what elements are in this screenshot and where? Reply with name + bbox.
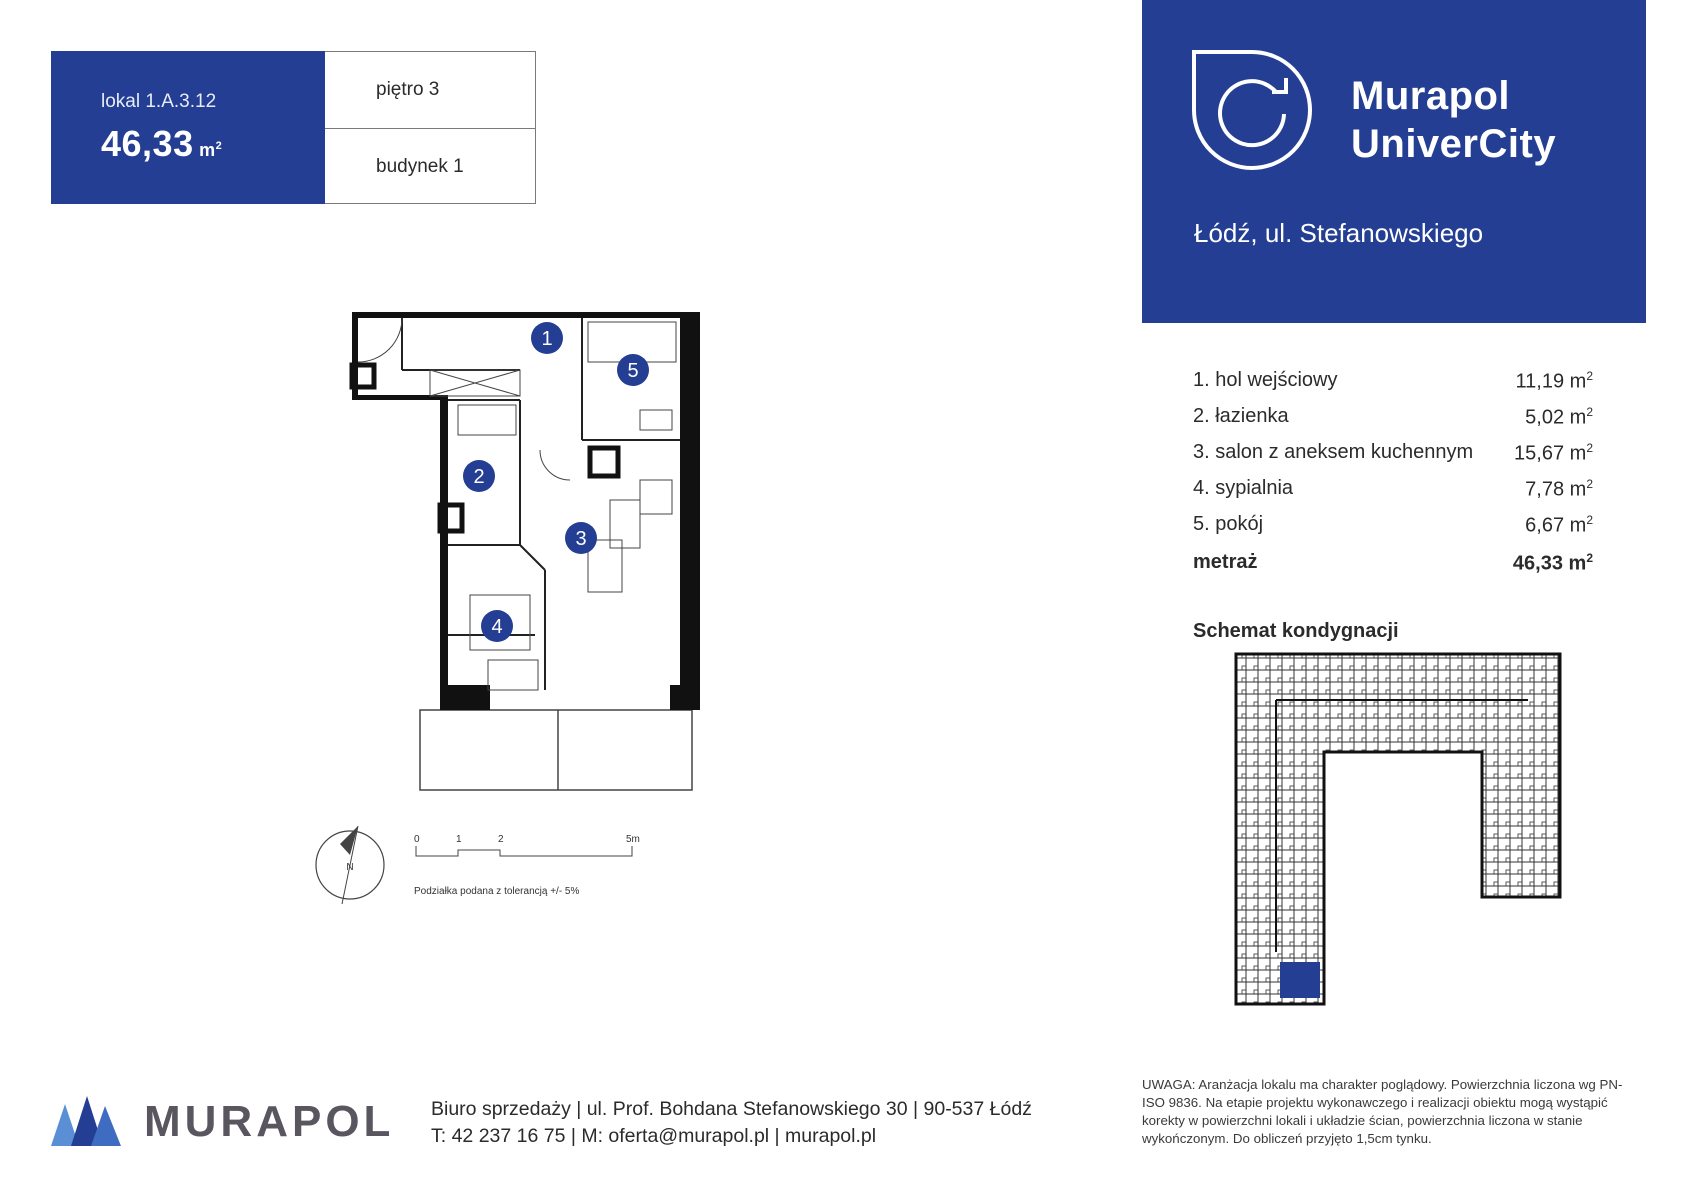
unit-details bbox=[325, 51, 536, 204]
room-row: 5. pokój 6,67 $m^2$ bbox=[1193, 513, 1593, 537]
address-line-1: Biuro sprzedaży | ul. Prof. Bohdana Stefanowskiego 30 | 90-537 Łódź bbox=[431, 1098, 1032, 1120]
brand-line2: UniverCity bbox=[1351, 122, 1557, 166]
room-marker-3 bbox=[565, 522, 597, 554]
unit-area-value: 46,33 bbox=[101, 123, 194, 164]
svg-text:N: N bbox=[346, 862, 354, 873]
unit-info-panel bbox=[51, 51, 325, 204]
svg-text:2: 2 bbox=[498, 834, 504, 845]
address-line-2: T: 42 237 16 75 | M: oferta@murapol.pl | murapol.pl bbox=[431, 1125, 877, 1147]
univercity-logo-icon bbox=[1190, 48, 1314, 172]
murapol-logo-icon bbox=[51, 1096, 121, 1146]
unit-area-unit: $m^2$ bbox=[199, 140, 223, 160]
north-and-scale bbox=[310, 820, 660, 910]
disclaimer-note: UWAGA: Aranżacja lokalu ma charakter poglądowy. Powierzchnia liczona wg PN-ISO 9836. Na etapie projektu wykonawczego i realizacji obiektu mogą wystąpić korekty w powierzchni lokali i układzie ścian, powierzchnia liczona w stanie wykończonym. Do obliczeń przyjęto 1,5cm tynku. bbox=[1142, 1077, 1623, 1146]
svg-text:4: 4 bbox=[491, 616, 503, 638]
room-row: 1. hol wejściowy 11,19 $m^2$ bbox=[1193, 369, 1593, 393]
brand-line1: Murapol bbox=[1351, 74, 1511, 118]
brand-name bbox=[1351, 72, 1556, 168]
scale-bar bbox=[414, 834, 640, 897]
brand-panel bbox=[1142, 0, 1646, 323]
schema-title: Schemat kondygnacji bbox=[1193, 620, 1399, 642]
footer-address bbox=[431, 1096, 1032, 1150]
room-marker-4 bbox=[481, 610, 513, 642]
room-row: 3. salon z aneksem kuchennym 15,67 $m^2$ bbox=[1193, 441, 1593, 465]
svg-text:1: 1 bbox=[456, 834, 462, 845]
north-arrow-icon bbox=[316, 826, 384, 904]
unit-area bbox=[101, 123, 222, 165]
scale-note: Podziałka podana z tolerancją +/- 5% bbox=[414, 886, 580, 897]
balcony bbox=[420, 710, 692, 790]
svg-text:2: 2 bbox=[473, 466, 485, 488]
svg-text:1: 1 bbox=[541, 328, 553, 350]
svg-text:5: 5 bbox=[627, 360, 639, 382]
room-row: 2. łazienka 5,02 $m^2$ bbox=[1193, 405, 1593, 429]
unit-label: lokal 1.A.3.12 bbox=[101, 91, 217, 112]
svg-text:3: 3 bbox=[575, 528, 587, 550]
svg-text:0: 0 bbox=[414, 834, 420, 845]
building-cell: budynek 1 bbox=[325, 128, 535, 204]
room-marker-1 bbox=[531, 322, 563, 354]
svg-text:5m: 5m bbox=[626, 834, 640, 845]
brand-location: Łódź, ul. Stefanowskiego bbox=[1194, 218, 1484, 248]
room-list bbox=[1193, 365, 1593, 583]
room-marker-2 bbox=[463, 460, 495, 492]
floor-plan bbox=[340, 300, 740, 890]
total-row: metraż 46,33 $m^2$ bbox=[1193, 551, 1593, 575]
floor-cell: piętro 3 bbox=[376, 79, 440, 100]
room-row: 4. sypialnia 7,78 $m^2$ bbox=[1193, 477, 1593, 501]
unit-highlight bbox=[1280, 962, 1320, 998]
floor-schema bbox=[1228, 652, 1568, 1012]
footer-logo: MURAPOL bbox=[144, 1097, 395, 1146]
room-marker-5 bbox=[617, 354, 649, 386]
